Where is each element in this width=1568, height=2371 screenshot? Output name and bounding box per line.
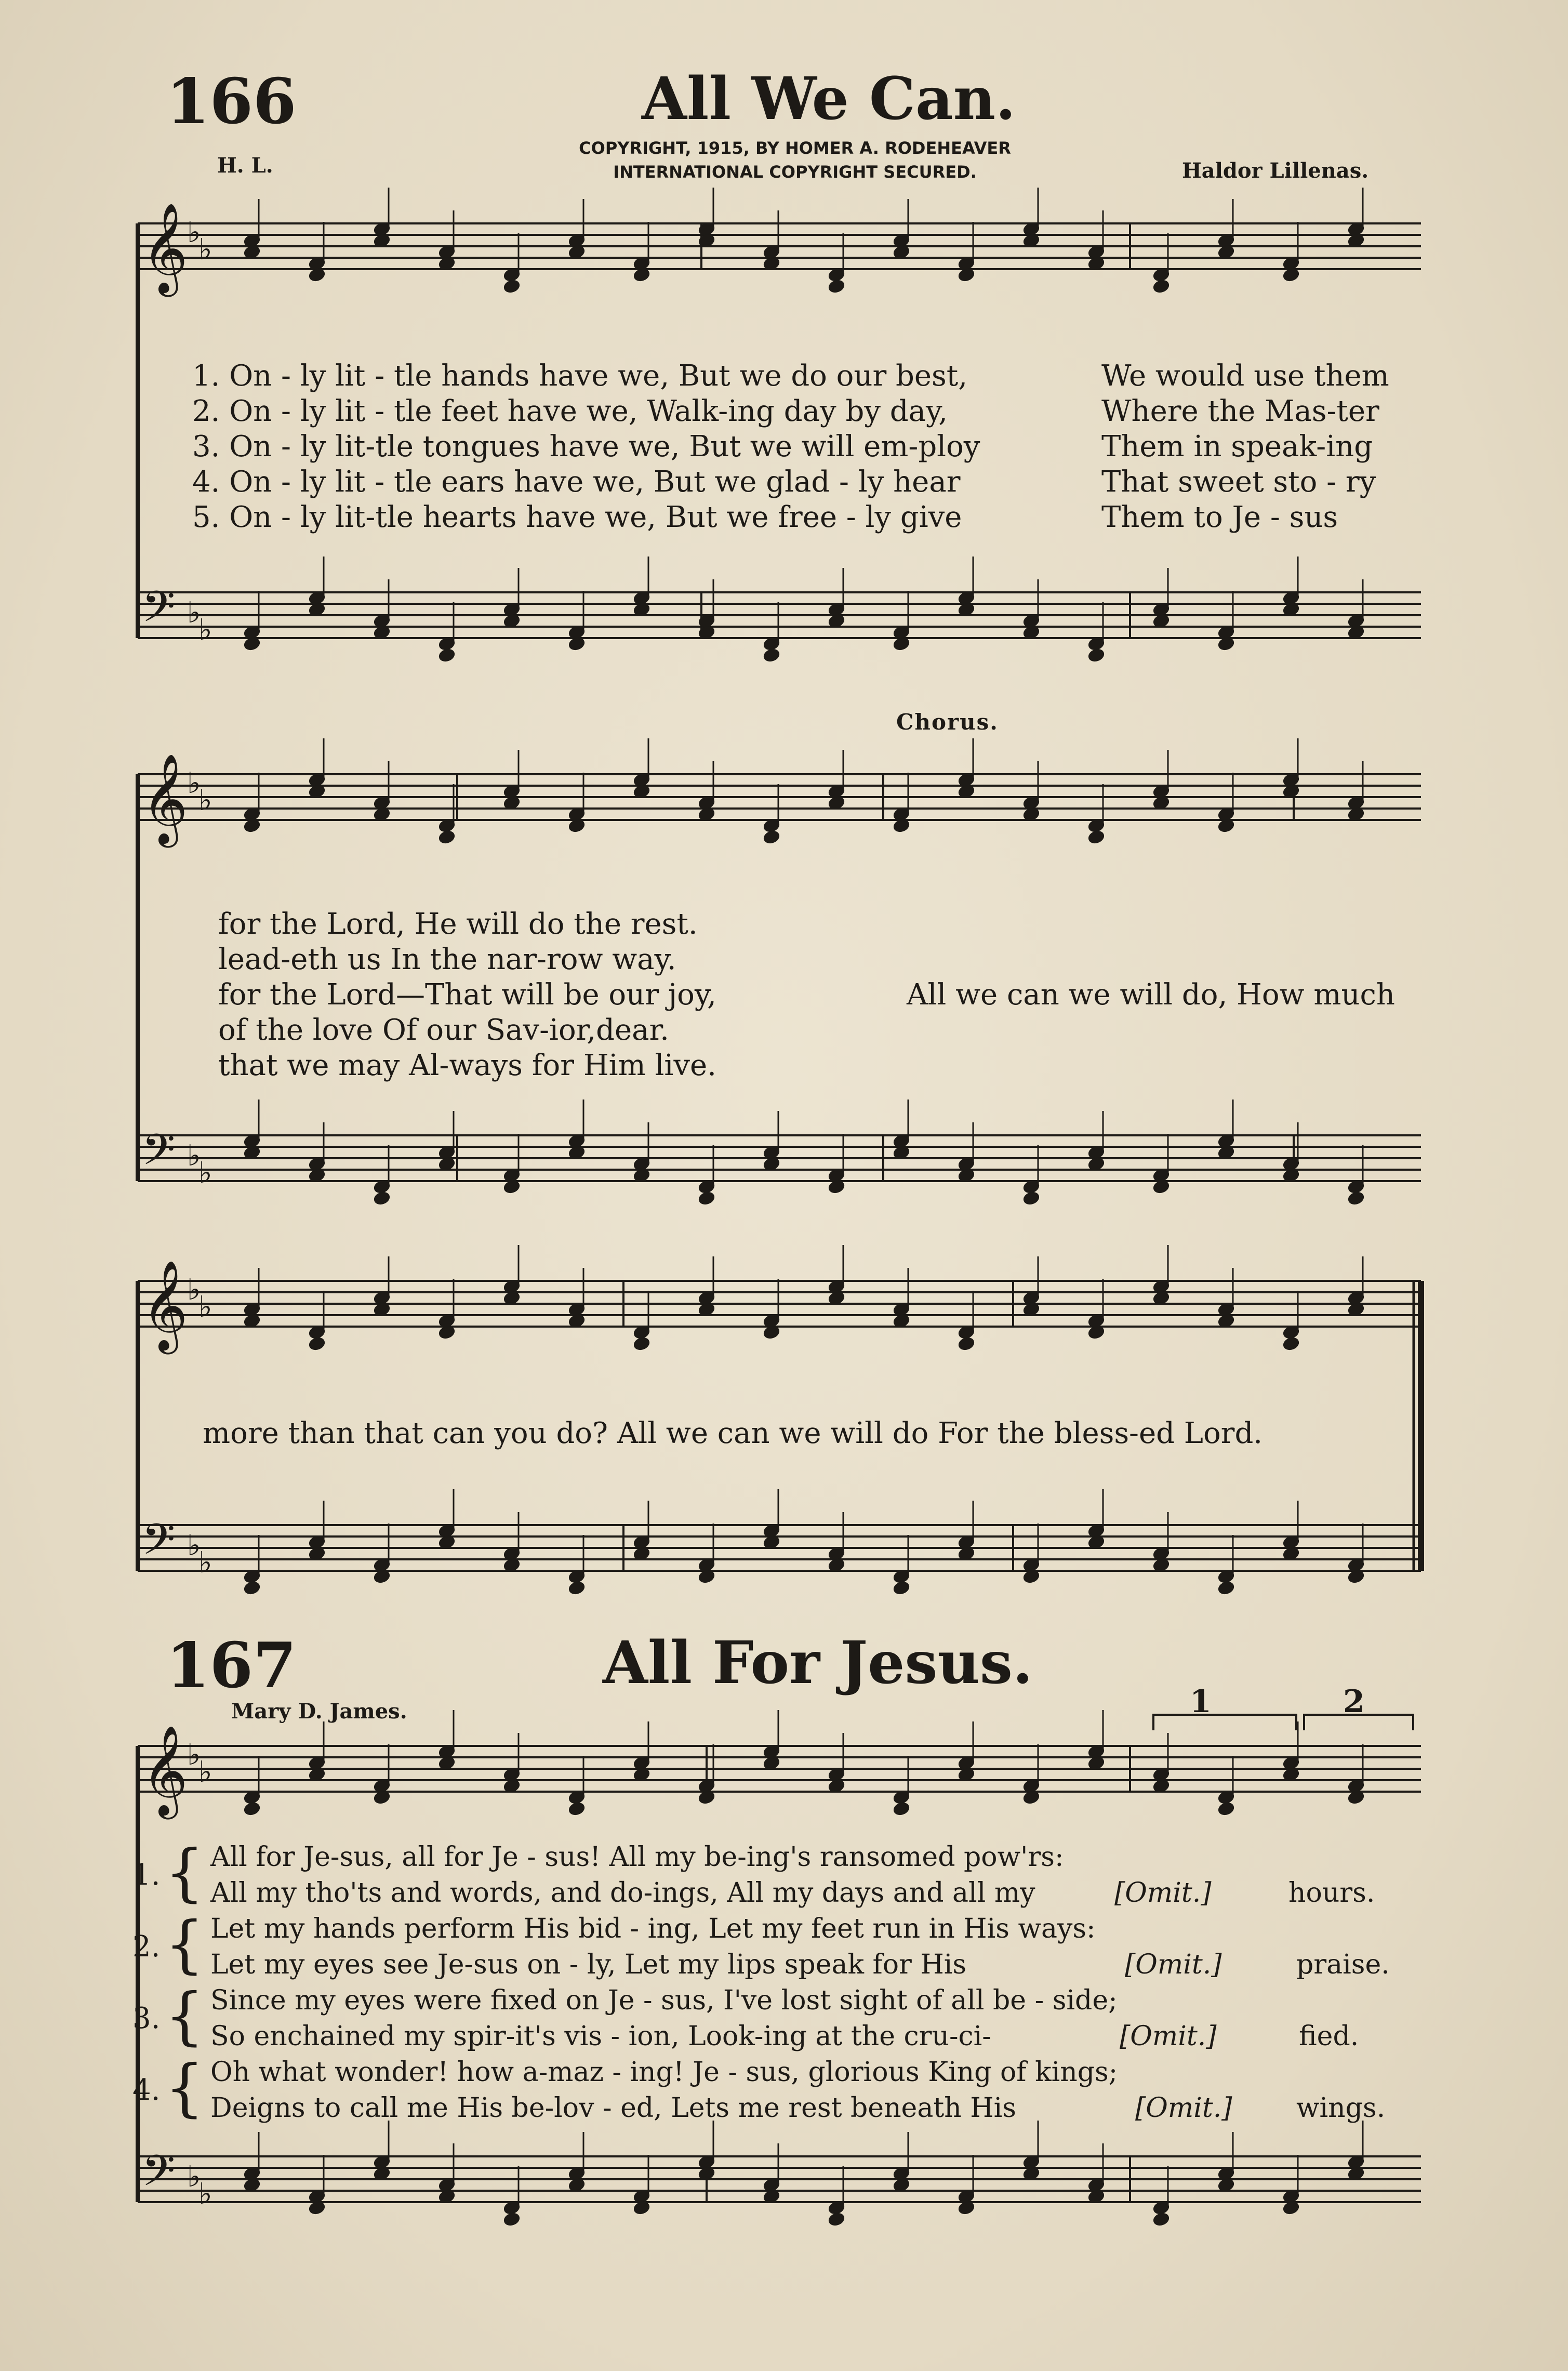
note-head [502,2211,521,2228]
note-head [437,647,456,664]
flat-icon: ♭ [198,1156,212,1190]
note-head [632,1336,651,1352]
verse-number: 4. [192,465,220,499]
flat-icon: ♭ [198,2177,212,2211]
verse-text: fied. [1299,2021,1359,2052]
brace: { [165,1980,205,2052]
verse-number: 3. [132,2002,161,2035]
chorus-line-2: more than that can you do? All we can we will do For the bless-ed Lord. [203,1416,1263,1450]
note-head [373,1190,391,1207]
verse-text: On - ly lit-tle hearts have we, But we free - ly give [229,500,962,534]
flat-icon: ♭ [198,1755,212,1789]
flat-icon: ♭ [198,233,212,267]
note-head [502,279,521,295]
note-head [762,829,781,845]
verse-text: On - ly lit - tle ears have we, But we glad - ly hear [229,465,961,499]
verse-number: 5. [192,500,220,534]
note-head [567,1580,586,1596]
verse-text: Let my hands perform His bid - ing, Let my feet run in His ways: [210,1913,1096,1944]
treble-clef-icon: 𝄞 [142,1725,188,1816]
verse-text: Them to Je - sus [1101,500,1338,534]
verse-text: praise. [1296,1949,1390,1980]
hymn-166-verses-a-end [1101,359,1389,535]
bass-clef-icon: 𝄢 [142,2145,176,2206]
flat-icon: ♭ [187,2160,201,2194]
hymn-167-number: 167 [166,1629,297,1702]
flat-icon: ♭ [187,596,201,630]
second-ending-label: 2 [1343,1684,1365,1720]
note-head [1347,1190,1365,1207]
note-head [762,647,781,664]
verse-line [192,465,980,500]
verse-line [192,359,980,394]
brace: { [165,1909,205,1981]
hymn-167-title: All For Jesus. [603,1629,1033,1697]
note-head [827,279,846,295]
verse-text: That sweet sto - ry [1101,465,1376,499]
verse-text: that we may Al-ways for Him live. [218,1049,716,1082]
verse-text: So enchained my spir-it's vis - ion, Look-ing at the cru-ci- [210,2021,991,2052]
verse-text: On - ly lit - tle feet have we, Walk-ing day by day, [229,394,948,428]
verse-number: 2. [192,394,220,428]
verse-text: for the Lord, He will do the rest. [218,907,698,941]
note-head [1217,1580,1235,1596]
brace: { [165,2052,205,2124]
treble-staff [138,1746,1421,1792]
treble-clef-icon: 𝄞 [142,753,188,844]
verse-number: 1. [192,359,220,393]
note-head [308,1336,326,1352]
flat-icon: ♭ [187,1529,201,1562]
verse-text: Since my eyes were fixed on Je - sus, I've lost sight of all be - side; [210,1985,1118,2016]
copyright-line-1: COPYRIGHT, 1915, BY HOMER A. RODEHEAVER [579,138,1011,158]
hymn-166-composer: Haldor Lillenas. [1182,158,1369,183]
verse-text: On - ly lit-tle tongues have we, But we will em-ploy [229,430,980,463]
flat-icon: ♭ [198,1546,212,1580]
first-ending-label: 1 [1190,1684,1212,1720]
bass-clef-icon: 𝄢 [142,1124,176,1185]
note-head [243,1580,261,1596]
hymn-166-verses-b [218,907,716,1083]
note-head [957,1336,976,1352]
note-head [437,829,456,845]
verse-text: wings. [1296,2092,1386,2124]
brace: { [165,1837,205,1909]
note-head [1217,1801,1235,1817]
hymn-166-title: All We Can. [642,65,1016,133]
verse-text: for the Lord—That will be our joy, [218,978,716,1012]
note-head [892,1801,911,1817]
flat-icon: ♭ [198,613,212,647]
bass-staff [138,1525,1421,1571]
note-head [1282,1336,1300,1352]
hymn-167-author: Mary D. James. [231,1699,407,1724]
verse-text: Them in speak-ing [1101,430,1373,463]
note-head [1087,829,1106,845]
note-head [1022,1190,1041,1207]
treble-clef-icon: 𝄞 [142,1260,188,1350]
hymn-166-author: H. L. [217,153,273,178]
verse-text: All for Je-sus, all for Je - sus! All my be-ing's ransomed pow'rs: [210,1842,1064,1873]
bass-clef-icon: 𝄢 [142,1514,176,1575]
note-head [1087,647,1106,664]
verse-text: hours. [1288,1877,1375,1909]
bass-clef-icon: 𝄢 [142,581,176,642]
verse-text: Deigns to call me His be-lov - ed, Lets me rest beneath His [210,2092,1016,2124]
verse-number: 3. [192,430,220,463]
note-head [892,1580,911,1596]
flat-icon: ♭ [187,1738,201,1772]
hymn-166-verses-a [192,359,980,535]
verse-line [192,500,980,535]
verse-text: All my tho'ts and words, and do-ings, All my days and all my [210,1877,1035,1909]
omit-marker: [Omit.] [1135,2092,1232,2124]
verse-number: 4. [132,2073,161,2107]
verse-text: lead-eth us In the nar-row way. [218,943,676,976]
flat-icon: ♭ [198,784,212,817]
omit-marker: [Omit.] [1125,1949,1222,1980]
note-head [697,1190,716,1207]
flat-icon: ♭ [187,1139,201,1173]
verse-text: of the love Of our Sav-ior,dear. [218,1013,669,1047]
hymn-166-number: 166 [166,65,297,138]
verse-number: 1. [132,1858,161,1892]
chorus-label: Chorus. [896,709,999,735]
note-head [827,2211,846,2228]
verse-text: On - ly lit - tle hands have we, But we do our best, [229,359,968,393]
treble-clef-icon: 𝄞 [142,203,188,293]
omit-marker: [Omit.] [1114,1877,1212,1909]
verse-line [192,429,980,465]
verse-text: We would use them [1101,359,1389,393]
verse-text: Let my eyes see Je-sus on - ly, Let my lips speak for His [210,1949,967,1980]
verse-number: 2. [132,1930,161,1964]
verse-line [192,394,980,429]
flat-icon: ♭ [187,216,201,249]
flat-icon: ♭ [187,766,201,800]
flat-icon: ♭ [198,1290,212,1324]
verse-text: Oh what wonder! how a-maz - ing! Je - sus, glorious King of kings; [210,2057,1118,2088]
note-head [1152,279,1171,295]
omit-marker: [Omit.] [1120,2021,1217,2052]
chorus-line-1: All we can we will do, How much [907,978,1395,1012]
first-ending-bracket [1153,1715,1296,1730]
note-head [1152,2211,1171,2228]
flat-icon: ♭ [187,1273,201,1307]
note-head [567,1801,586,1817]
copyright-line-2: INTERNATIONAL COPYRIGHT SECURED. [613,162,977,182]
verse-text: Where the Mas-ter [1101,394,1379,428]
note-head [243,1801,261,1817]
